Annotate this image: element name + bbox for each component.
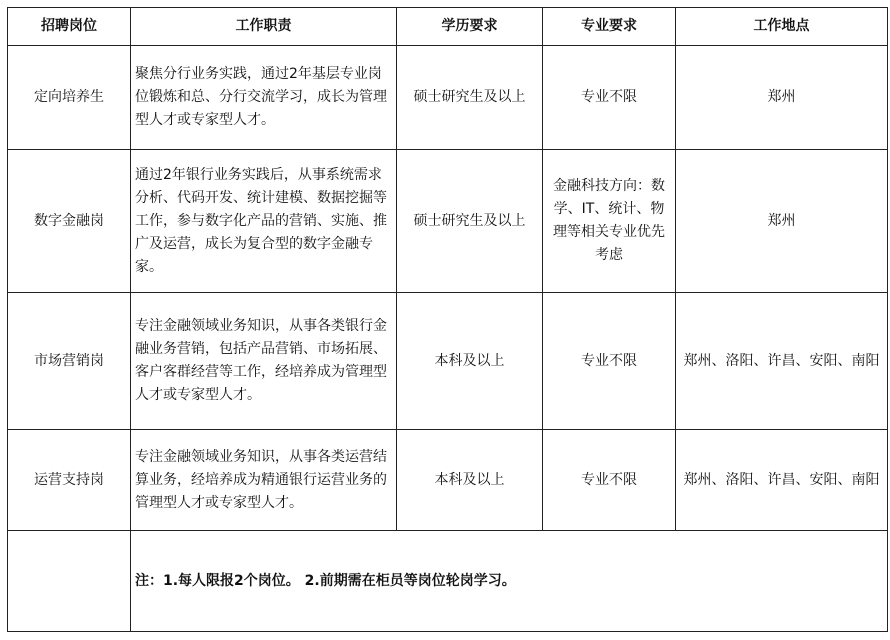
cell-education: 本科及以上: [397, 430, 543, 531]
header-education: 学历要求: [397, 8, 543, 46]
header-duties: 工作职责: [131, 8, 397, 46]
table-row: [8, 46, 888, 150]
cell-duties: 聚焦分行业务实践，通过2年基层专业岗位锻炼和总、分行交流学习，成长为管理型人才或专家型人才。: [131, 46, 397, 150]
table-row: [8, 293, 888, 430]
cell-major: 专业不限: [543, 430, 676, 531]
header-position: 招聘岗位: [8, 8, 131, 46]
cell-education: 硕士研究生及以上: [397, 150, 543, 293]
table-row: [8, 150, 888, 293]
note-row: [8, 531, 888, 632]
cell-location: 郑州、洛阳、许昌、安阳、南阳: [676, 430, 888, 531]
cell-position: 运营支持岗: [8, 430, 131, 531]
note-text: 注：1.每人限报2个岗位。 2.前期需在柜员等岗位轮岗学习。: [131, 531, 888, 632]
cell-major: 专业不限: [543, 293, 676, 430]
cell-duties: 通过2年银行业务实践后，从事系统需求分析、代码开发、统计建模、数据挖掘等工作，参与数字化产品的营销、实施、推广及运营，成长为复合型的数字金融专家。: [131, 150, 397, 293]
recruitment-table: [7, 7, 888, 632]
cell-position: 定向培养生: [8, 46, 131, 150]
cell-major: 专业不限: [543, 46, 676, 150]
cell-location: 郑州、洛阳、许昌、安阳、南阳: [676, 293, 888, 430]
cell-position: 数字金融岗: [8, 150, 131, 293]
cell-location: 郑州: [676, 46, 888, 150]
header-location: 工作地点: [676, 8, 888, 46]
cell-major: 金融科技方向：数学、IT、统计、物理等相关专业优先考虑: [543, 150, 676, 293]
cell-education: 硕士研究生及以上: [397, 46, 543, 150]
header-major: 专业要求: [543, 8, 676, 46]
cell-duties: 专注金融领域业务知识，从事各类运营结算业务，经培养成为精通银行运营业务的管理型人才或专家型人才。: [131, 430, 397, 531]
note-blank-cell: [8, 531, 131, 632]
header-row: [8, 8, 888, 46]
cell-location: 郑州: [676, 150, 888, 293]
cell-position: 市场营销岗: [8, 293, 131, 430]
cell-education: 本科及以上: [397, 293, 543, 430]
table-row: [8, 430, 888, 531]
cell-duties: 专注金融领域业务知识，从事各类银行金融业务营销，包括产品营销、市场拓展、客户客群经营等工作，经培养成为管理型人才或专家型人才。: [131, 293, 397, 430]
